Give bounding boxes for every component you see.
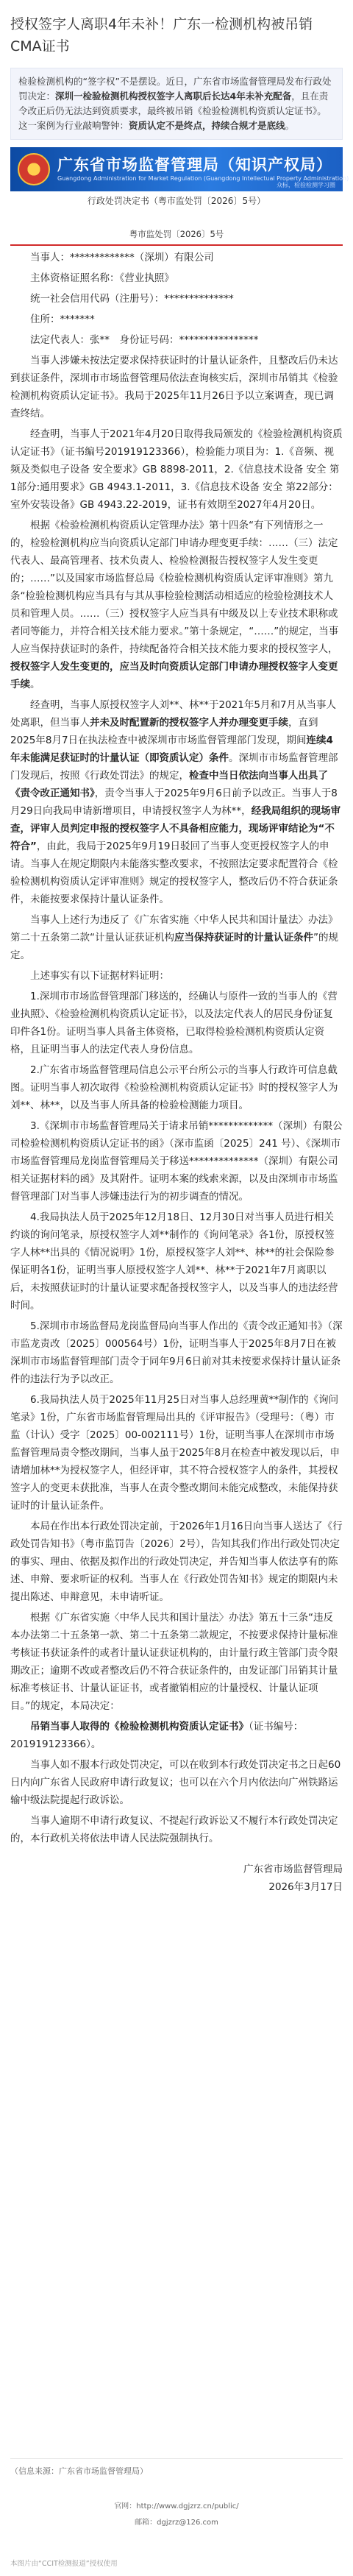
paragraph-bold-text: 经我局组织的现场审查，评审人员判定申报的授权签字人不具备相应能力，现场评审结论为“不符合” (10, 805, 341, 852)
paragraph-text: 当事人上述行为违反了《广东省实施〈中华人民共和国计量法〉办法》第二十五条第二款“计量认证获证机构 (10, 914, 338, 944)
doc-paragraph (10, 696, 343, 908)
website-link[interactable]: 官网：http://www.dgjzrz.cn/public/ (114, 2502, 239, 2510)
paragraph-text: 统一社会信用代码（注册号）：************** (30, 293, 234, 305)
paragraph-text: 本局在作出本行政处罚决定前，于2026年1月16日向当事人送达了《行政处罚告知书》（粤市监罚告〔2026〕2号），告知其我们作出行政处罚决定的事实、理由、依据及拟作出的行政处罚决定，并告知当事人依法享有的陈述、申辩、要求听证的权利。当事人在《行政处罚告知书》规定的期限内未提出陈述、申辩意见，未申请听证。 (10, 1521, 343, 1603)
paragraph-text: 当事人逾期不申请行政复议、不提起行政诉讼又不履行本行政处罚决定的，本行政机关将依法申请人民法院强制执行。 (10, 1815, 338, 1844)
doc-paragraph (10, 249, 343, 266)
paragraph-text: 根据《广东省实施〈中华人民共和国计量法〉办法》第五十三条“违反本办法第二十五条第一款、第二十五条第二款规定，不按要求保持计量标准考核证书获证条件的或者计量认证获证机构的，由计量行政主管部门责令限期改正；逾期不改或者整改后仍不符合获证条件的，由发证部门吊销其计量标准考核证书、计量认证证书，或者撤销相应的计量授权、计量认证项目。”的规定，本局决定： (10, 1612, 338, 1712)
article-title: 授权签字人离职4年未补！广东一检测机构被吊销CMA证书 (10, 16, 313, 54)
lead-bold: 深圳一检验检测机构授权签字人离职后长达4年未补充配备 (55, 91, 292, 102)
paragraph-text: 6.我局执法人员于2025年11月25日对当事人总经理黄**制作的《询问笔录》1份，广东省市场监督管理局出具的《评审报告》（受理号：（粤）市监（计认）受字〔2025〕00-002111号）1份，证明当事人在深圳市市场监督管理局责令整改期间，当事人虽于2025年8月在检查中被发现以后，申请增加林**为授权签字人，但经评审，其不符合授权签字人的条件，其授权签字人的变更未获批准，当事人在责令整改期间未能完成整改，未能保持获证时的计量认证条件。 (10, 1394, 340, 1512)
banner-watermark: 众标，检验检测学习圈 (277, 182, 335, 188)
doc-paragraph (10, 352, 343, 422)
lead-summary (10, 68, 343, 140)
sign-org: 广东省市场监督管理局 (243, 1864, 343, 1875)
doc-paragraph (10, 311, 343, 328)
paragraph-text: 。 (30, 679, 40, 690)
doc-paragraph (10, 1117, 343, 1206)
image-credit: 本图片由“CCIT检测报道”授权使用 (10, 2560, 118, 2568)
lead-text: 检验检测机构的“签字权”不是摆设。近日，广东省市场监督管理局发布行政处罚决定： (18, 76, 332, 102)
banner-subtitle: Guangdong Administration for Market Regulation (Guangdong Intellectual Property Administration) (57, 175, 349, 182)
doc-paragraph (10, 1518, 343, 1606)
doc-paragraph (10, 1718, 343, 1753)
paragraph-bold-text: 吊销当事人取得的《检验检测机构资质认定证书》 (30, 1721, 249, 1733)
paragraph-text: 3.《深圳市市场监督管理局关于请求吊销*************（深圳）有限公司检验检测机构资质认定证书的函》（深市监函〔2025〕241 号）、《深圳市市场监督管理局龙岗监督管理局关于移送**************（深圳）有限公司相关证据材料的函》及其附件。证明本案的线索来源，以及由深圳市市场监督管理部门对当事人涉嫌违法行为的初步调查的情况。 (10, 1120, 343, 1203)
doc-paragraph (10, 1061, 343, 1114)
paragraph-bold-text: 并未及时配置新的授权签字人并办理变更手续 (90, 717, 288, 729)
paragraph-text: 经查明，当事人于2021年4月20日取得我局颁发的《检验检测机构资质认定证书》（证书编号201919123366），检验能力项目为：1.《音频、视频及类似电子设备 安全要求》GB 8898-2011，2.《信息技术设备 安全 第1部分:通用要求》GB 4943.1-2011，3.《信息技术设备 安全 第22部分：室外安装设备》GB 4943.22-2019，证书有效期至2027年4月20日。 (10, 428, 343, 511)
doc-paragraph (10, 1391, 343, 1515)
paragraph-text: 5.深圳市市场监督局龙岗监督局向当事人作出的《责令改正通知书》（深市监龙责改〔2025〕000564号）1份，证明当事人于2025年8月7日在被深圳市市场监督管理部门责令于同年9月6日前对其未按要求保持计量认证条件的违法行为予以改正。 (10, 1320, 343, 1385)
paragraph-text: 当事人涉嫌未按法定要求保持获证时的计量认证条件，且整改后仍未达到获证条件，深圳市市场监督管理局依法查询核实后，深圳市吊销其《检验检测机构资质认定证书》。我局于2025年11月26日予以立案调查，现已调查终结。 (10, 355, 338, 420)
paragraph-text: 上述事实有以下证据材料证明： (30, 970, 169, 982)
paragraph-bold-text: 授权签字人发生变更的，应当及时向资质认定部门申请办理授权签字人变更手续 (10, 661, 338, 690)
lead-text: 。 (285, 120, 295, 131)
lead-text: 。这一案例为行业敲响警钟： (18, 105, 327, 131)
doc-paragraph (10, 1609, 343, 1715)
doc-paragraph (10, 967, 343, 985)
national-emblem-icon (18, 153, 50, 185)
paragraph-text: 1.深圳市市场监督管理部门移送的，经确认与原件一致的当事人的《营业执照》、《检验检测机构资质认定证书》，以及法定代表人的居民身份证复印件各1份。证明当事人具备主体资格，已取得检验检测机构资质认定资格，且证明当事人的法定代表人身份信息。 (10, 991, 338, 1055)
paragraph-text: 4.我局执法人员于2025年12月18日、12月30日对当事人员进行相关约谈的询问笔录，原授权签字人刘**制作的《询问笔录》各1份，原授权签字人林**出具的《情况说明》1份，原授权签字人刘**、林**的社会保险参保证明各1份，证明当事人原授权签字人刘**、林**于2021年7月离职以后，未按照获证时的计量认证要求配备授权签字人，以及当事人的违法经营时间。 (10, 1211, 338, 1312)
paragraph-text: 法定代表人：张** 身份证号码：**************** (30, 334, 259, 346)
paragraph-bold-text: 应当保持获证时的计量认证条件 (174, 932, 313, 944)
paragraph-text: 经查明，当事人原授权签字人刘**、林**于2021年5月和7月从当事人处离职，但当事人 (10, 699, 337, 729)
sign-date: 2026年3月17日 (268, 1881, 343, 1893)
paragraph-text: ”的规定。 (10, 932, 338, 961)
paragraph-text: 住所：******* (30, 314, 95, 325)
doc-paragraph (10, 517, 343, 693)
contact-info (10, 2499, 343, 2531)
doc-paragraph (10, 988, 343, 1058)
doc-paragraph (10, 911, 343, 964)
lead-bold: 资质认定不是终点，持续合规才是底线 (129, 120, 285, 131)
banner-title: 广东省市场监督管理局（知识产权局） (57, 156, 332, 174)
doc-heading: 行政处罚决定书（粤市监处罚〔2026〕5号） (87, 196, 266, 206)
paragraph-bold-text: 连续4年未能满足获证时的计量认证（即资质认定）条件 (10, 735, 333, 764)
doc-paragraph (10, 1756, 343, 1809)
lead-text: ，且在责令改正后仍无法达到资质要求，最终被吊销《检验检测机构资质认定证书》 (18, 91, 329, 116)
doc-paragraph (10, 290, 343, 308)
email-link[interactable]: 邮箱：dgjzrz@126.com (135, 2519, 218, 2527)
paragraph-text: ，由此，我局于2025年9月19日驳回了当事人变更授权签字人的申请。当事人在规定期限内未能落实整改要求，不按照法定要求配置符合《检验检测机构资质认定评审准则》规定的授权签字人，整改后仍不符合获证条件，未能按要求保持计量认证条件。 (10, 841, 338, 905)
penalty-document (10, 147, 349, 1896)
doc-number: 粤市监处罚〔2026〕5号 (129, 229, 224, 239)
paragraph-text: 根据《检验检测机构资质认定管理办法》第十四条“有下列情形之一的，检验检测机构应当向资质认定部门申请办理变更手续：……（三）法定代表人、最高管理者、技术负责人、检验检测报告授权签字人发生变更的；……”以及国家市场监督总局《检验检测机构资质认定评审准则》第九条“检验检测机构应当具有与其从事检验检测活动相适应的检验检测技术人员和管理人员。……（三）授权签字人应当具有中级及以上专业技术职称或者同等能力，并符合相关技术能力要求。”第十条规定，“……”的规定，当事人应当保持获证时的条件，持续配备符合相关技术能力要求的授权签字人， (10, 520, 339, 655)
paragraph-text: ，责令当事人于2025年9月6日前予以改正。当事人于8月29日向我局申请新增项目，申请授权签字人为林**， (10, 788, 338, 817)
doc-body (10, 249, 343, 1847)
paragraph-text: 2.广东省市场监督管理局信息公示平台所公示的当事人行政许可信息截图。证明当事人初次取得《检验检测机构资质认定证书》时的授权签字人为刘**、林**，以及当事人所具备的检验检测能力项目。 (10, 1064, 338, 1111)
signature-block (10, 1861, 343, 1896)
agency-banner (10, 147, 349, 191)
doc-paragraph (10, 425, 343, 514)
doc-paragraph (10, 1812, 343, 1847)
doc-heading-area (10, 191, 343, 218)
doc-paragraph (10, 1209, 343, 1314)
paragraph-text: 当事人如不服本行政处罚决定，可以在收到本行政处罚决定书之日起60日内向广东省人民政府申请行政复议；也可以在六个月内依法向广州铁路运输中级法院提起行政诉讼。 (10, 1759, 341, 1806)
article-footer (10, 2458, 343, 2531)
doc-paragraph (10, 331, 343, 349)
red-divider (10, 244, 343, 246)
doc-paragraph (10, 1317, 343, 1388)
info-source: （信息来源：广东省市场监督管理局） (10, 2466, 148, 2476)
paragraph-text: ，直到2025年8月7日在执法检查中被深圳市市场监督管理部门发现，期间 (10, 717, 318, 746)
paragraph-bold-text: 检查中当日依法向当事人出具了《责令改正通知书》 (10, 770, 328, 799)
paragraph-text: 主体资格证照名称：《营业执照》 (30, 272, 174, 284)
doc-paragraph (10, 269, 343, 287)
paragraph-text: 当事人：*************（深圳）有限公司 (30, 252, 214, 263)
paragraph-text: 。深圳市市场监督管理部门发现后，按照《行政处罚法》的规定， (10, 752, 338, 782)
paragraph-text: （证书编号：201919123366）。 (10, 1721, 304, 1750)
